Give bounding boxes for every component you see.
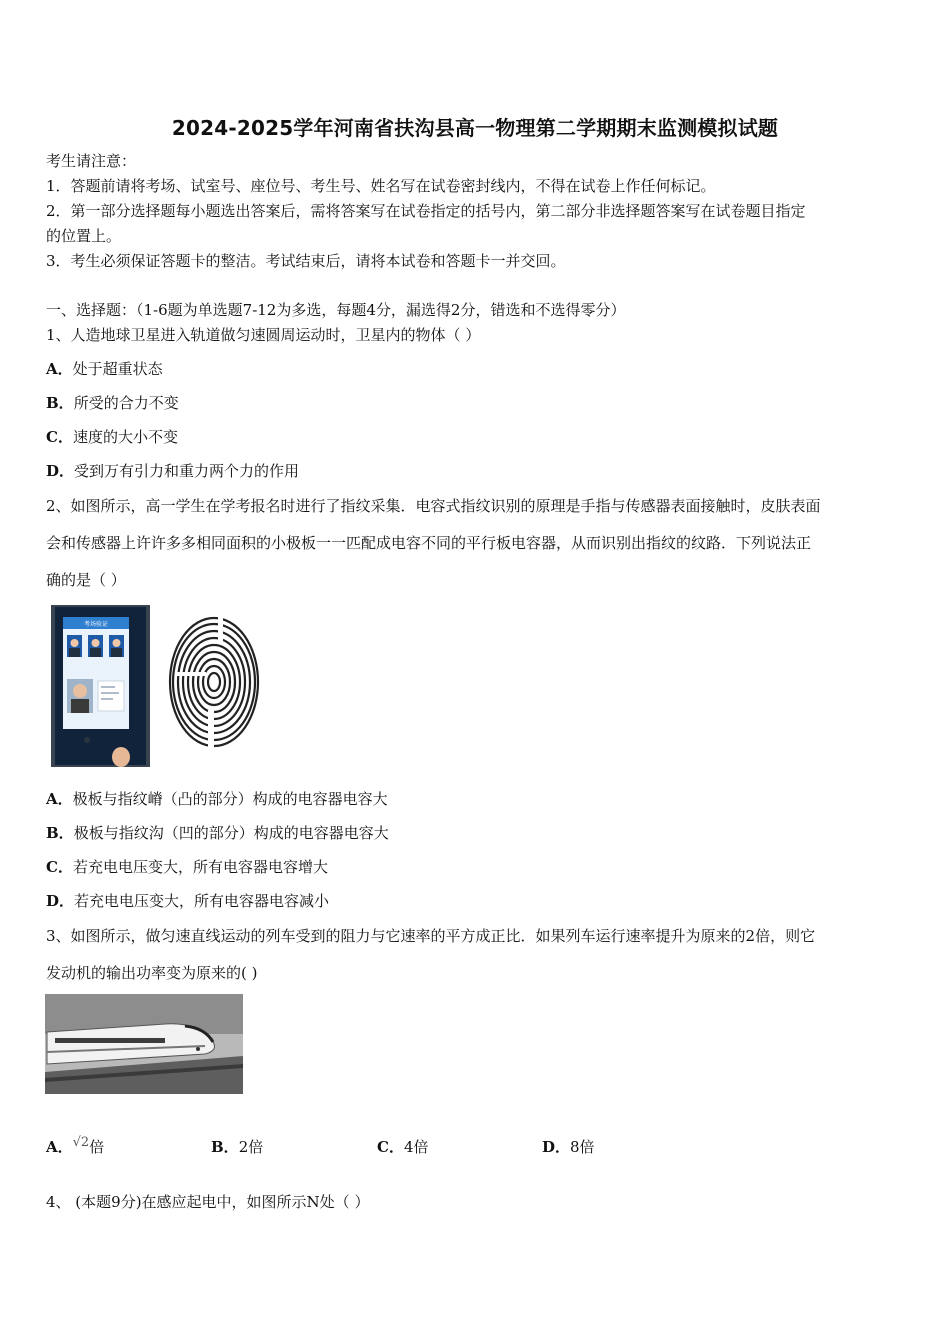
- question-3-stem: 发动机的输出功率变为原来的( ): [46, 964, 258, 982]
- option-label: D．: [46, 462, 75, 480]
- screen-header-text: 考场验证: [83, 621, 109, 628]
- q3-option-d: [542, 1137, 595, 1157]
- option-label: A．: [46, 360, 73, 378]
- q1-option-b: [46, 393, 179, 413]
- q3-option-c: [377, 1137, 429, 1157]
- q2-option-a: [46, 789, 388, 809]
- q1-option-c: [46, 427, 178, 447]
- question-3-stem: 3、如图所示，做匀速直线运动的列车受到的阻力与它速率的平方成正比．如果列车运行速率提升为原来的2倍，则它: [46, 927, 816, 945]
- option-label: B．: [211, 1138, 239, 1156]
- q3-option-a: [46, 1137, 104, 1159]
- option-label: B．: [46, 824, 74, 842]
- question-2-stem: 2、如图所示，高一学生在学考报名时进行了指纹采集．电容式指纹识别的原理是手指与传感器表面接触时，皮肤表面: [46, 497, 821, 515]
- option-text: 4倍: [403, 1138, 429, 1156]
- notice-heading: 考生请注意：: [46, 152, 137, 170]
- option-label: C．: [46, 428, 73, 446]
- question-2-stem: 会和传感器上许许多多相同面积的小极板一一匹配成电容不同的平行板电容器，从而识别出指纹的纹路．下列说法正: [46, 534, 812, 552]
- sqrt-two: √2: [72, 1135, 90, 1150]
- option-text: 若充电电压变大，所有电容器电容增大: [72, 858, 328, 876]
- option-text: 受到万有引力和重力两个力的作用: [74, 462, 300, 480]
- option-label: B．: [46, 394, 74, 412]
- q3-option-b: [211, 1137, 263, 1157]
- question-4-stem: 4、 (本题9分)在感应起电中，如图所示N处（ ）: [46, 1193, 370, 1211]
- question-2-stem: 确的是（ ）: [46, 571, 126, 589]
- q2-option-b: [46, 823, 389, 843]
- option-text: 处于超重状态: [72, 360, 163, 378]
- fingerprint-device-image: [51, 605, 150, 767]
- option-text: 倍: [89, 1138, 105, 1156]
- option-text: 所受的合力不变: [73, 394, 179, 412]
- train-image: [45, 994, 243, 1094]
- section-heading: 一、选择题：（1-6题为单选题7-12为多选，每题4分，漏选得2分，错选和不选得零分）: [46, 301, 626, 319]
- option-text: 若充电电压变大，所有电容器电容减小: [74, 892, 330, 910]
- q2-option-d: [46, 891, 329, 911]
- notice-item: 3．考生必须保证答题卡的整洁。考试结束后，请将本试卷和答题卡一并交回。: [46, 252, 566, 270]
- option-text: 速度的大小不变: [72, 428, 178, 446]
- fingerprint-image: [168, 612, 260, 752]
- option-label: A．: [46, 1138, 73, 1156]
- option-text: 8倍: [570, 1138, 595, 1156]
- q2-option-c: [46, 857, 328, 877]
- notice-item: 的位置上。: [46, 227, 122, 245]
- option-text: 极板与指纹沟（凹的部分）构成的电容器电容大: [73, 824, 389, 842]
- option-label: C．: [46, 858, 73, 876]
- notice-item: 2．第一部分选择题每小题选出答案后，需将答案写在试卷指定的括号内，第二部分非选择题答案写在试卷题目指定: [46, 202, 806, 220]
- q1-option-d: [46, 461, 299, 481]
- option-text: 2倍: [238, 1138, 264, 1156]
- option-label: D．: [46, 892, 75, 910]
- option-label: A．: [46, 790, 73, 808]
- question-1-stem: 1、人造地球卫星进入轨道做匀速圆周运动时，卫星内的物体（ ）: [46, 326, 481, 344]
- option-text: 极板与指纹嵴（凸的部分）构成的电容器电容大: [72, 790, 388, 808]
- page-title: 2024-2025学年河南省扶沟县高一物理第二学期期末监测模拟试题: [171, 116, 779, 140]
- option-label: D．: [542, 1138, 571, 1156]
- q1-option-a: [46, 359, 163, 379]
- option-label: C．: [377, 1138, 404, 1156]
- notice-item: 1．答题前请将考场、试室号、座位号、考生号、姓名写在试卷密封线内，不得在试卷上作任何标记。: [46, 177, 716, 195]
